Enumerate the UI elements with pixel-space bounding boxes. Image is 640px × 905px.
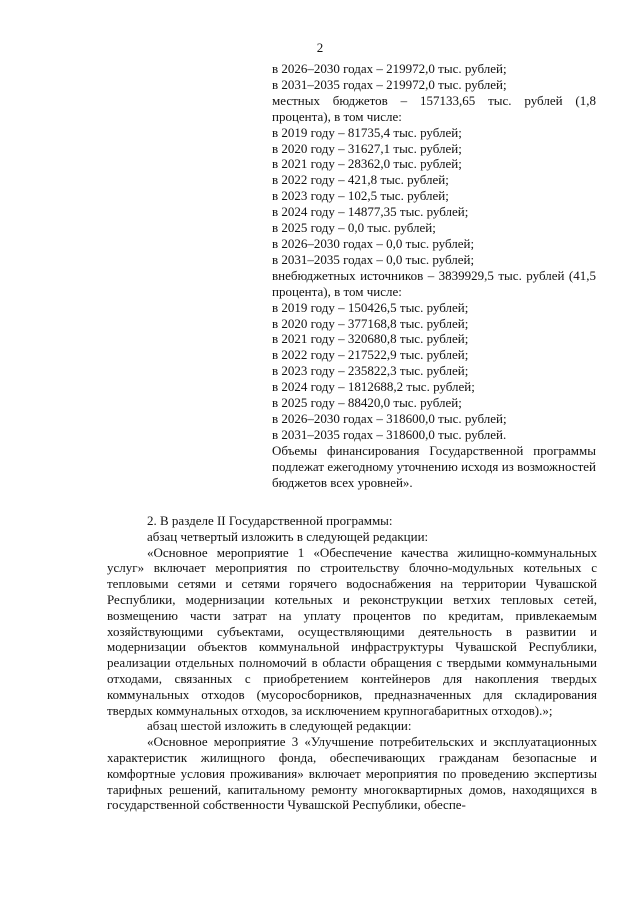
funding-column xyxy=(272,61,596,490)
funding-line: в 2022 году – 421,8 тыс. рублей; xyxy=(272,172,449,188)
paragraph: абзац шестой изложить в следующей редакции: xyxy=(147,718,412,734)
funding-line: в 2019 году – 81735,4 тыс. рублей; xyxy=(272,124,462,140)
funding-line: в 2020 году – 377168,8 тыс. рублей; xyxy=(272,315,469,331)
funding-line: в 2022 году – 217522,9 тыс. рублей; xyxy=(272,347,469,363)
funding-line: в 2031–2035 годах – 0,0 тыс. рублей; xyxy=(272,251,475,267)
funding-line: в 2021 году – 320680,8 тыс. рублей; xyxy=(272,331,469,347)
page-number: 2 xyxy=(316,40,324,55)
funding-line: в 2031–2035 годах – 318600,0 тыс. рублей. xyxy=(272,426,507,442)
funding-line: в 2026–2030 годах – 0,0 тыс. рублей; xyxy=(272,235,475,251)
funding-line: в 2025 году – 0,0 тыс. рублей; xyxy=(272,220,436,236)
funding-line: местных бюджетов – 157133,65 тыс. рублей (1,8 процента), в том числе: xyxy=(272,92,596,124)
funding-line: в 2020 году – 31627,1 тыс. рублей; xyxy=(272,140,462,156)
document-body xyxy=(107,513,597,813)
funding-line: в 2023 году – 235822,3 тыс. рублей; xyxy=(272,363,469,379)
paragraph: абзац четвертый изложить в следующей редакции: xyxy=(147,528,429,544)
paragraph: «Основное мероприятие 1 «Обеспечение качества жилищно-коммунальных услуг» включает мероприятия по строительству блочно-модульных котельных с тепловыми сетями и сетями горячего водоснабжения на территории Чувашской Республики, модернизации котельных и реконструкции ветхих тепловых сетей, возмещению части затрат на уплату процентов по кредитам, привлекаемым хозяйствующими субъектами, осуществляющими деятельность в развитии и модернизации объектов коммунальной инфраструктуры Чувашской Республики, реализации отдельных полномочий в области обращения с твердыми коммунальными отходами, связанных с приобретением контейнеров для накопления твердых коммунальных отходов (мусоросборников, предназначенных для складирования твердых коммунальных отходов, за исключением крупногабаритных отходов).»; xyxy=(107,544,597,718)
funding-line: внебюджетных источников – 3839929,5 тыс. рублей (41,5 процента), в том числе: xyxy=(272,267,596,299)
funding-line: в 2024 году – 1812688,2 тыс. рублей; xyxy=(272,379,475,395)
funding-summary: Объемы финансирования Государственной программы подлежат ежегодному уточнению исходя из возможностей бюджетов всех уровней». xyxy=(272,442,596,490)
funding-line: в 2021 году – 28362,0 тыс. рублей; xyxy=(272,156,462,172)
funding-line: в 2026–2030 годах – 219972,0 тыс. рублей; xyxy=(272,61,507,76)
funding-line: в 2023 году – 102,5 тыс. рублей; xyxy=(272,188,449,204)
funding-line: в 2025 году – 88420,0 тыс. рублей; xyxy=(272,395,462,411)
section-heading: 2. В разделе II Государственной программы: xyxy=(147,513,393,528)
funding-line: в 2024 году – 14877,35 тыс. рублей; xyxy=(272,204,469,220)
funding-line: в 2031–2035 годах – 219972,0 тыс. рублей; xyxy=(272,76,507,92)
funding-line: в 2026–2030 годах – 318600,0 тыс. рублей; xyxy=(272,410,507,426)
paragraph: «Основное мероприятие 3 «Улучшение потребительских и эксплуатационных характеристик жилищного фонда, обеспечивающих гражданам безопасные и комфортные условия проживания» включает мероприятия по проведению экспертизы тарифных решений, капитальному ремонту многоквартирных домов, находящихся в государственной собственности Чувашской Республики, обеспе- xyxy=(107,734,597,813)
funding-line: в 2019 году – 150426,5 тыс. рублей; xyxy=(272,299,469,315)
